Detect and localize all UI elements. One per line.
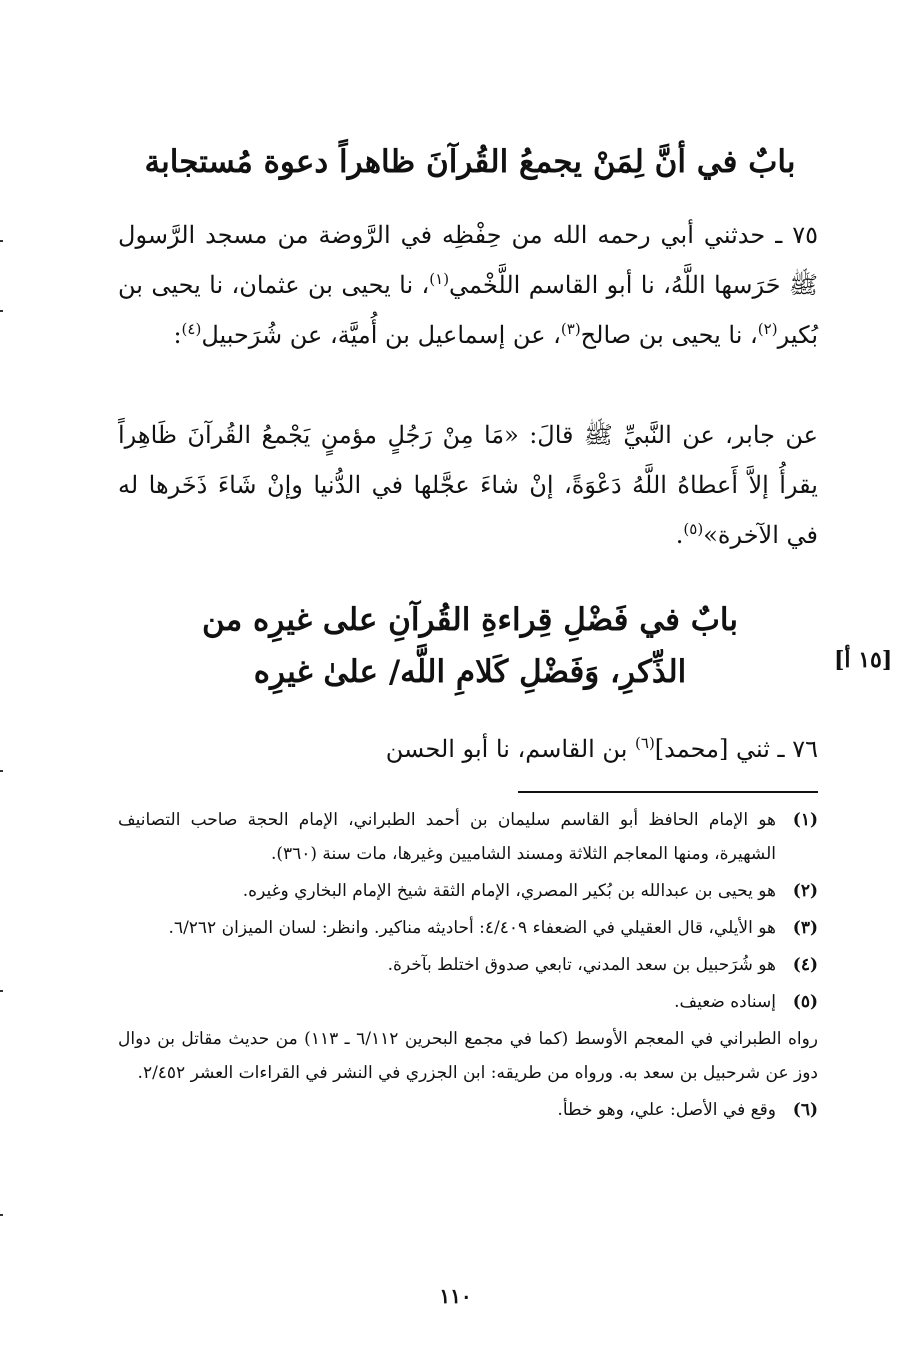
footnote-number: (١) xyxy=(792,810,818,830)
footnote-text: هو يحيى بن عبدالله بن بُكير المصري، الإمام الثقة شيخ الإمام البخاري وغيره. xyxy=(242,881,776,901)
footnote-text: إسناده ضعيف. xyxy=(674,992,776,1012)
footnote-text: هو الإمام الحافظ أبو القاسم سليمان بن أحمد الطبراني، الإمام الحجة صاحب التصانيف الشهيرة، ومنها المعاجم الثلاثة ومسند الشاميين وغيرها، مات سنة (٣٦٠). xyxy=(118,810,776,864)
hadith-text-paragraph xyxy=(118,410,818,560)
footnote-text: وقع في الأصل: علي، وهو خطأ. xyxy=(557,1100,776,1120)
isnad-text-4: ، عن إسماعيل بن أُميَّة، عن شُرَحبيل xyxy=(201,321,561,349)
scan-edge-mark xyxy=(0,240,3,242)
footnote-number: (٥) xyxy=(792,992,818,1012)
hadith-text: عن جابر، عن النَّبيِّ ﷺ قالَ: «مَا مِنْ رَجُلٍ مؤمنٍ يَجْمعُ القُرآنَ ظَاهِراً يقرأُ إلاَّ أَعطاهُ اللَّهُ دَعْوَةً، إنْ شاءَ عجَّلها في الدُّنيا وإنْ شَاءَ ذَخَرها له في الآخرة» xyxy=(118,421,818,549)
footnote-number: (٣) xyxy=(792,918,818,938)
footnote-5-continuation: رواه الطبراني في المعجم الأوسط (كما في مجمع البحرين ٦/١١٢ ـ ١١٣) من حديث مقاتل بن دوال دوز عن شرحبيل بن سعد به. ورواه من طريقه: ابن الجزري في النشر في القراءات العشر ٢/٤٥٢. xyxy=(118,1029,819,1083)
footnote-ref-1[interactable]: (١) xyxy=(429,270,450,288)
footnote-text: هو شُرَحبيل بن سعد المدني، تابعي صدوق اختلط بآخرة. xyxy=(387,955,776,975)
footnote-number: (٢) xyxy=(792,881,818,901)
isnad-text-5: : xyxy=(173,321,182,349)
footnote-4 xyxy=(118,948,818,982)
footnotes-list xyxy=(118,800,818,1127)
isnad-text-3: ، نا يحيى بن صالح xyxy=(580,321,758,349)
footnote-ref-2[interactable]: (٢) xyxy=(757,320,778,338)
scan-edge-mark xyxy=(0,310,3,312)
footnote-ref-6[interactable]: (٦) xyxy=(635,734,655,752)
isnad-text-1: حدثني أبي رحمه الله من حِفْظِه في الرَّوضة من مسجد الرَّسول ﷺ حَرَسها اللَّهُ، نا أبو القاسم اللَّخْمي xyxy=(118,221,818,299)
scan-edge-mark xyxy=(0,770,3,772)
footnote-separator xyxy=(518,791,818,793)
scan-edge-mark xyxy=(0,1214,3,1216)
footnote-3 xyxy=(118,911,818,945)
footnote-ref-4[interactable]: (٤) xyxy=(181,320,202,338)
chapter-heading-2-line2: الذِّكرِ، وَفَضْلِ كَلامِ اللَّه/ علىٰ غيرِه xyxy=(253,654,687,690)
chapter-heading-2-line1: بابٌ في فَضْلِ قِراءةِ القُرآنِ على غيرِه من xyxy=(202,602,738,638)
isnad-76-text-2: بن القاسم، نا أبو الحسن xyxy=(385,735,636,763)
scan-edge-mark xyxy=(0,990,3,992)
paragraph-76 xyxy=(118,724,818,774)
page-number: ١١٠ xyxy=(439,1284,472,1308)
footnote-2 xyxy=(118,874,818,908)
footnote-1 xyxy=(118,803,818,871)
footnote-number: (٤) xyxy=(792,955,818,975)
manuscript-folio-marker: [١٥ أ] xyxy=(834,647,893,673)
paragraph-75 xyxy=(118,210,818,360)
footnote-5 xyxy=(118,985,818,1019)
isnad-76-text-1: ثني [محمد] xyxy=(654,735,770,763)
footnote-number: (٦) xyxy=(792,1100,818,1120)
footnote-ref-3[interactable]: (٣) xyxy=(560,320,581,338)
chapter-heading-2 xyxy=(120,594,820,698)
footnote-text: هو الأيلي، قال العقيلي في الضعفاء ٤/٤٠٩: أحاديثه مناكير. وانظر: لسان الميزان ٦/٢٦٢. xyxy=(168,918,776,938)
footnote-ref-5[interactable]: (٥) xyxy=(683,520,704,538)
hadith-number-76: ٧٦ ـ xyxy=(777,735,818,763)
footnote-6 xyxy=(118,1093,818,1127)
chapter-heading-1: بابٌ في أنَّ لِمَنْ يجمعُ القُرآنَ ظاهراً دعوة مُستجابة xyxy=(144,144,796,180)
hadith-number-75: ٧٥ ـ xyxy=(775,221,818,249)
hadith-end: . xyxy=(675,521,684,549)
isnad-text-2: ، نا يحيى بن عثمان، نا يحيى بن بُكير xyxy=(118,271,818,349)
